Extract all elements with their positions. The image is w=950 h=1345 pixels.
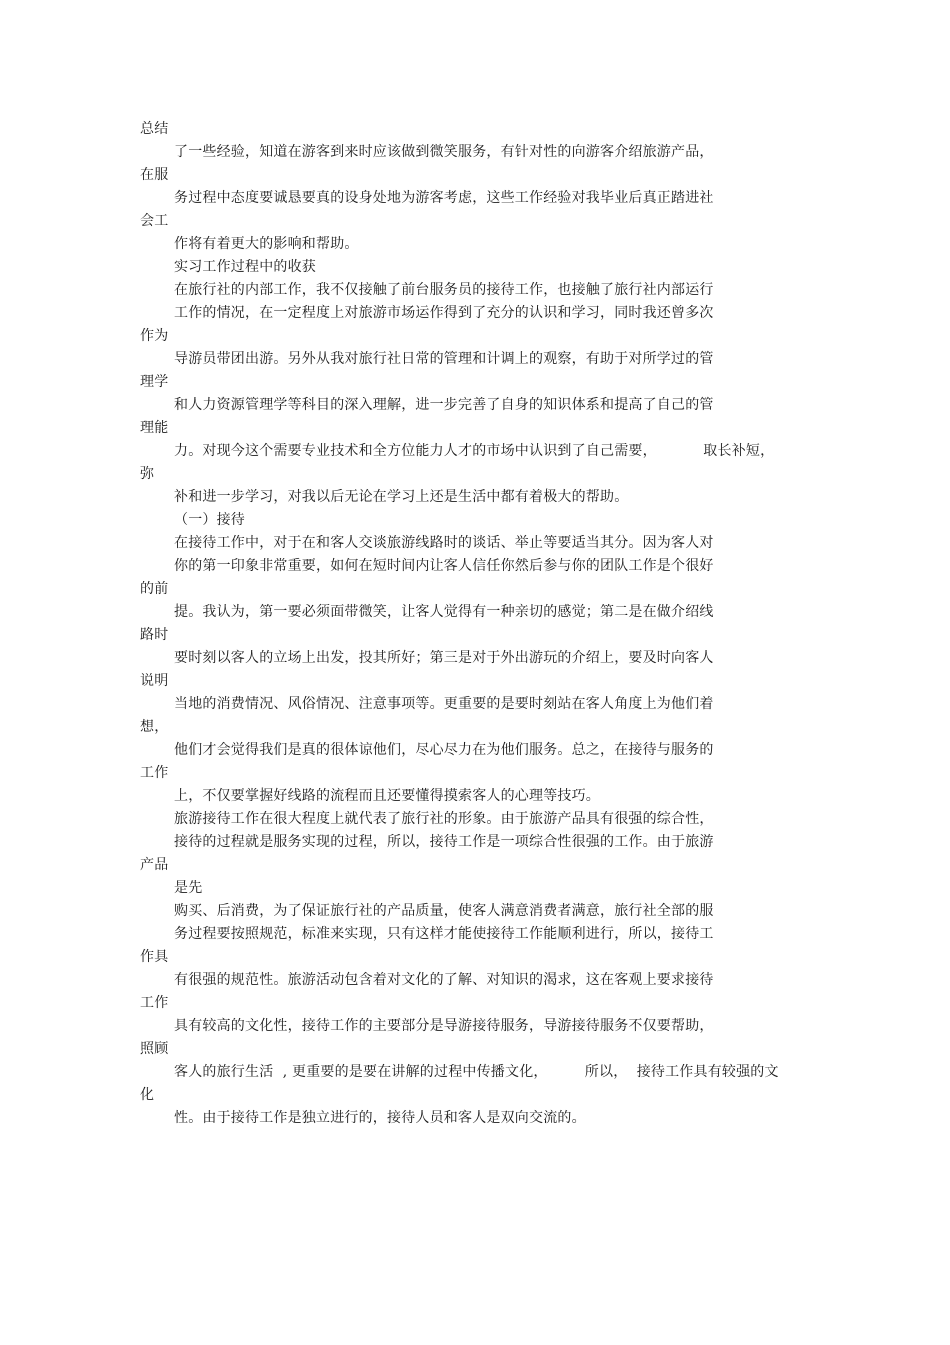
text-line: 作为 [140, 328, 169, 344]
text-line: 会工 [140, 213, 169, 229]
text-line: 旅游接待工作在很大程度上就代表了旅行社的形象。由于旅游产品具有很强的综合性， [174, 811, 714, 827]
text-line: 导游员带团出游。另外从我对旅行社日常的管理和计调上的观察，有助于对所学过的管 [174, 351, 714, 367]
text-line: 提。我认为，第一要必须面带微笑，让客人觉得有一种亲切的感觉；第二是在做介绍线 [174, 604, 714, 620]
section-heading: （一）接待 [174, 512, 245, 528]
text-line: 工作的情况，在一定程度上对旅游市场运作得到了充分的认识和学习，同时我还曾多次 [174, 305, 714, 321]
text-line: 具有较高的文化性，接待工作的主要部分是导游接待服务，导游接待服务不仅要帮助， [174, 1018, 714, 1034]
text-line: 了一些经验，知道在游客到来时应该做到微笑服务，有针对性的向游客介绍旅游产品， [174, 144, 714, 160]
text-line: 他们才会觉得我们是真的很体谅他们，尽心尽力在为他们服务。总之，在接待与服务的 [174, 742, 714, 758]
text-line: 和人力资源管理学等科目的深入理解，进一步完善了自身的知识体系和提高了自己的管 [174, 397, 714, 413]
text-line: 路时 [140, 627, 169, 643]
text-line: 总结 [140, 121, 169, 137]
text-line: 想， [140, 719, 169, 735]
text-line: 在服 [140, 167, 169, 183]
text-line: 客人的旅行生活 , 更重要的是要在讲解的过程中传播文化， 所以， 接待工作具有较强的文 [174, 1064, 779, 1080]
text-line: 务过程中态度要诚恳要真的设身处地为游客考虑，这些工作经验对我毕业后真正踏进社 [174, 190, 714, 206]
text-line: 作将有着更大的影响和帮助。 [174, 236, 359, 252]
text-line: 在旅行社的内部工作，我不仅接触了前台服务员的接待工作，也接触了旅行社内部运行 [174, 282, 714, 298]
text-line: 在接待工作中，对于在和客人交谈旅游线路时的谈话、举止等要适当其分。因为客人对 [174, 535, 714, 551]
text-line: 是先 [174, 880, 203, 896]
text-line: 你的第一印象非常重要，如何在短时间内让客人信任你然后参与你的团队工作是个很好 [174, 558, 714, 574]
text-line: 说明 [140, 673, 169, 689]
text-line: 化 [140, 1087, 155, 1103]
text-line: 作具 [140, 949, 169, 965]
text-line: 要时刻以客人的立场上出发，投其所好；第三是对于外出游玩的介绍上，要及时向客人 [174, 650, 714, 666]
text-line: 性。由于接待工作是独立进行的，接待人员和客人是双向交流的。 [174, 1110, 586, 1126]
text-line: 弥 [140, 466, 155, 482]
text-line: 的前 [140, 581, 169, 597]
text-line: 工作 [140, 995, 169, 1011]
text-line: 接待的过程就是服务实现的过程，所以，接待工作是一项综合性很强的工作。由于旅游 [174, 834, 714, 850]
text-line: 理能 [140, 420, 169, 436]
text-line: 照顾 [140, 1041, 169, 1057]
text-line: 理学 [140, 374, 169, 390]
text-line: 购买、后消费，为了保证旅行社的产品质量，使客人满意消费者满意，旅行社全部的服 [174, 903, 714, 919]
text-line: 产品 [140, 857, 169, 873]
text-line: 当地的消费情况、风俗情况、注意事项等。更重要的是要时刻站在客人角度上为他们着 [174, 696, 714, 712]
text-line: 有很强的规范性。旅游活动包含着对文化的了解、对知识的渴求，这在客观上要求接待 [174, 972, 714, 988]
section-heading: 实习工作过程中的收获 [174, 259, 316, 275]
text-line: 力。对现今这个需要专业技术和全方位能力人才的市场中认识到了自己需要， 取长补短， [174, 443, 775, 459]
text-line: 上，不仅要掌握好线路的流程而且还要懂得摸索客人的心理等技巧。 [174, 788, 600, 804]
text-line: 补和进一步学习，对我以后无论在学习上还是生活中都有着极大的帮助。 [174, 489, 629, 505]
text-line: 工作 [140, 765, 169, 781]
text-line: 务过程要按照规范，标准来实现，只有这样才能使接待工作能顺利进行，所以，接待工 [174, 926, 714, 942]
